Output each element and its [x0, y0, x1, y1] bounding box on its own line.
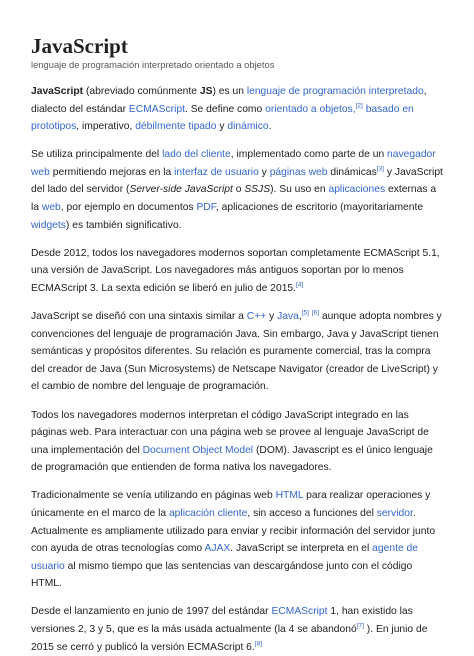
- paragraph-intro: [31, 83, 443, 136]
- citation-link[interactable]: [8]: [254, 640, 263, 648]
- text-run: Tradicionalmente se venía utilizando en páginas web: [31, 490, 276, 502]
- wiki-link[interactable]: C++: [246, 311, 267, 323]
- paragraph-history: [31, 487, 443, 593]
- text-run: JS: [199, 86, 213, 97]
- text-run: para realizar operaciones y únicamente en el marco de la: [31, 490, 431, 519]
- wiki-link[interactable]: aplicación cliente: [168, 507, 248, 519]
- wiki-link[interactable]: AJAX: [204, 543, 231, 555]
- citation-link[interactable]: [2]: [355, 102, 363, 110]
- text-run: Server-side JavaScript: [129, 184, 233, 196]
- text-run: Desde el lanzamiento en junio de 1997 del estándar: [31, 606, 272, 618]
- paragraph-versions: [31, 603, 443, 656]
- wiki-link[interactable]: débilmente tipado: [135, 121, 217, 133]
- text-run: ,: [298, 311, 302, 323]
- page-subtitle: lenguaje de programación interpretado orientado a objetos: [31, 59, 275, 70]
- text-run: Desde 2012, todos los navegadores modernos soportan completamente ECMAScript 5.1, una versión de JavaScript. Los navegadores más antiguos soportan por lo menos ECMAScript 3. La sexta edición se liberó en julio de 2015.: [31, 247, 440, 294]
- citation-link[interactable]: [6]: [311, 309, 320, 317]
- citation-link[interactable]: [3]: [376, 165, 384, 173]
- wiki-link[interactable]: páginas web: [269, 166, 328, 178]
- paragraph-syntax: [31, 308, 443, 396]
- wiki-link[interactable]: dinámico: [227, 121, 269, 133]
- text-run: ). Su uso en: [270, 184, 329, 196]
- text-run: JavaScript se diseñó con una sintaxis similar a: [31, 311, 247, 323]
- wiki-link[interactable]: Document Object Model: [142, 444, 254, 456]
- text-run: (abreviado comúnmente: [83, 86, 200, 97]
- paragraph-dom: [31, 407, 443, 477]
- text-run: 1, han existido las versiones 2, 3 y 5, que es la más usada actualmente (la 4 se abandonó: [31, 606, 413, 636]
- text-run: , imperativo,: [76, 121, 136, 133]
- text-run: y JavaScript del lado del servidor (: [31, 166, 443, 196]
- wiki-link[interactable]: Java: [277, 311, 299, 323]
- text-run: , por ejemplo en documentos: [60, 202, 197, 214]
- wiki-link[interactable]: ,: [352, 103, 356, 115]
- text-run: dinámicas: [327, 166, 377, 178]
- text-run: (DOM). Javascript es el único lenguaje de programación que entienden de forma nativa los navegadores.: [31, 444, 433, 474]
- page-title: JavaScript: [31, 34, 128, 58]
- text-run: Se utiliza principalmente del: [31, 149, 163, 161]
- text-run: . JavaScript se interpreta en el: [230, 543, 373, 555]
- text-run: y: [266, 311, 278, 323]
- paragraph-support: [31, 245, 443, 298]
- text-run: , implementado como parte de un: [230, 149, 388, 161]
- text-run: . Actualmente es ampliamente utilizado para enviar y recibir información del servidor junto con ayuda de otras tecnologías como: [31, 507, 436, 555]
- wiki-link[interactable]: PDF: [196, 202, 216, 214]
- text-run: , dialecto del estándar: [31, 86, 427, 115]
- text-run: ) es un: [212, 86, 247, 97]
- text-run: aunque adopta nombres y convenciones del lenguaje de programación Java. Sin embargo, Java y JavaScript tienen semánticas y propósitos diferentes. Su relación es puramente comercial, tras la compra del creador de Java (Sun Microsystems) de Netscape Navigator (creador de LiveScript) y el cambio de nombre del lenguaje de programación.: [31, 311, 442, 393]
- citation-link[interactable]: [7]: [356, 622, 364, 630]
- text-run: SSJS: [244, 184, 271, 196]
- text-run: , aplicaciones de escritorio (mayoritariamente: [215, 202, 424, 214]
- wiki-link[interactable]: interfaz de usuario: [174, 166, 259, 178]
- text-run: al mismo tiempo que las sentencias van descargándose junto con el código HTML.: [31, 560, 413, 590]
- text-run: Todos los navegadores modernos interpretan el código JavaScript integrado en las páginas web. Para interactuar con una página web se provee al lenguaje JavaScript de una implementación del: [31, 409, 429, 456]
- text-run: o: [232, 184, 245, 196]
- wiki-link[interactable]: lenguaje de programación interpretado: [246, 86, 424, 97]
- wiki-link[interactable]: widgets: [31, 219, 66, 231]
- wiki-link[interactable]: ECMAScript: [271, 606, 328, 618]
- wiki-link[interactable]: ECMAScript: [128, 103, 185, 115]
- wiki-link[interactable]: servidor: [376, 507, 413, 519]
- wiki-link[interactable]: lado del cliente: [162, 149, 231, 161]
- wiki-link[interactable]: web: [41, 202, 61, 214]
- text-run: y: [258, 166, 270, 178]
- citation-link[interactable]: [5]: [301, 309, 309, 317]
- text-run: , sin acceso a funciones del: [247, 507, 377, 519]
- text-run: . Se define como: [184, 103, 266, 115]
- wiki-link[interactable]: HTML: [275, 490, 304, 502]
- text-run: ) es también significativo.: [65, 219, 182, 231]
- wiki-link[interactable]: aplicaciones: [328, 184, 386, 196]
- text-run: JavaScript: [31, 86, 84, 97]
- text-run: ). En junio de 2015 se cerró y publicó la versión ECMAScript 6.: [31, 624, 428, 653]
- text-run: .: [268, 121, 272, 133]
- wiki-link[interactable]: basado en prototipos: [31, 103, 414, 133]
- text-run: externas a la: [31, 184, 437, 214]
- text-run: permitiendo mejoras en la: [49, 166, 175, 178]
- wiki-link[interactable]: agente de usuario: [31, 543, 418, 572]
- wiki-link[interactable]: orientado a objetos: [265, 103, 353, 115]
- wiki-link[interactable]: navegador web: [31, 149, 436, 178]
- text-run: y: [216, 121, 228, 133]
- citation-link[interactable]: [4]: [296, 281, 304, 289]
- paragraph-usage: [31, 146, 443, 234]
